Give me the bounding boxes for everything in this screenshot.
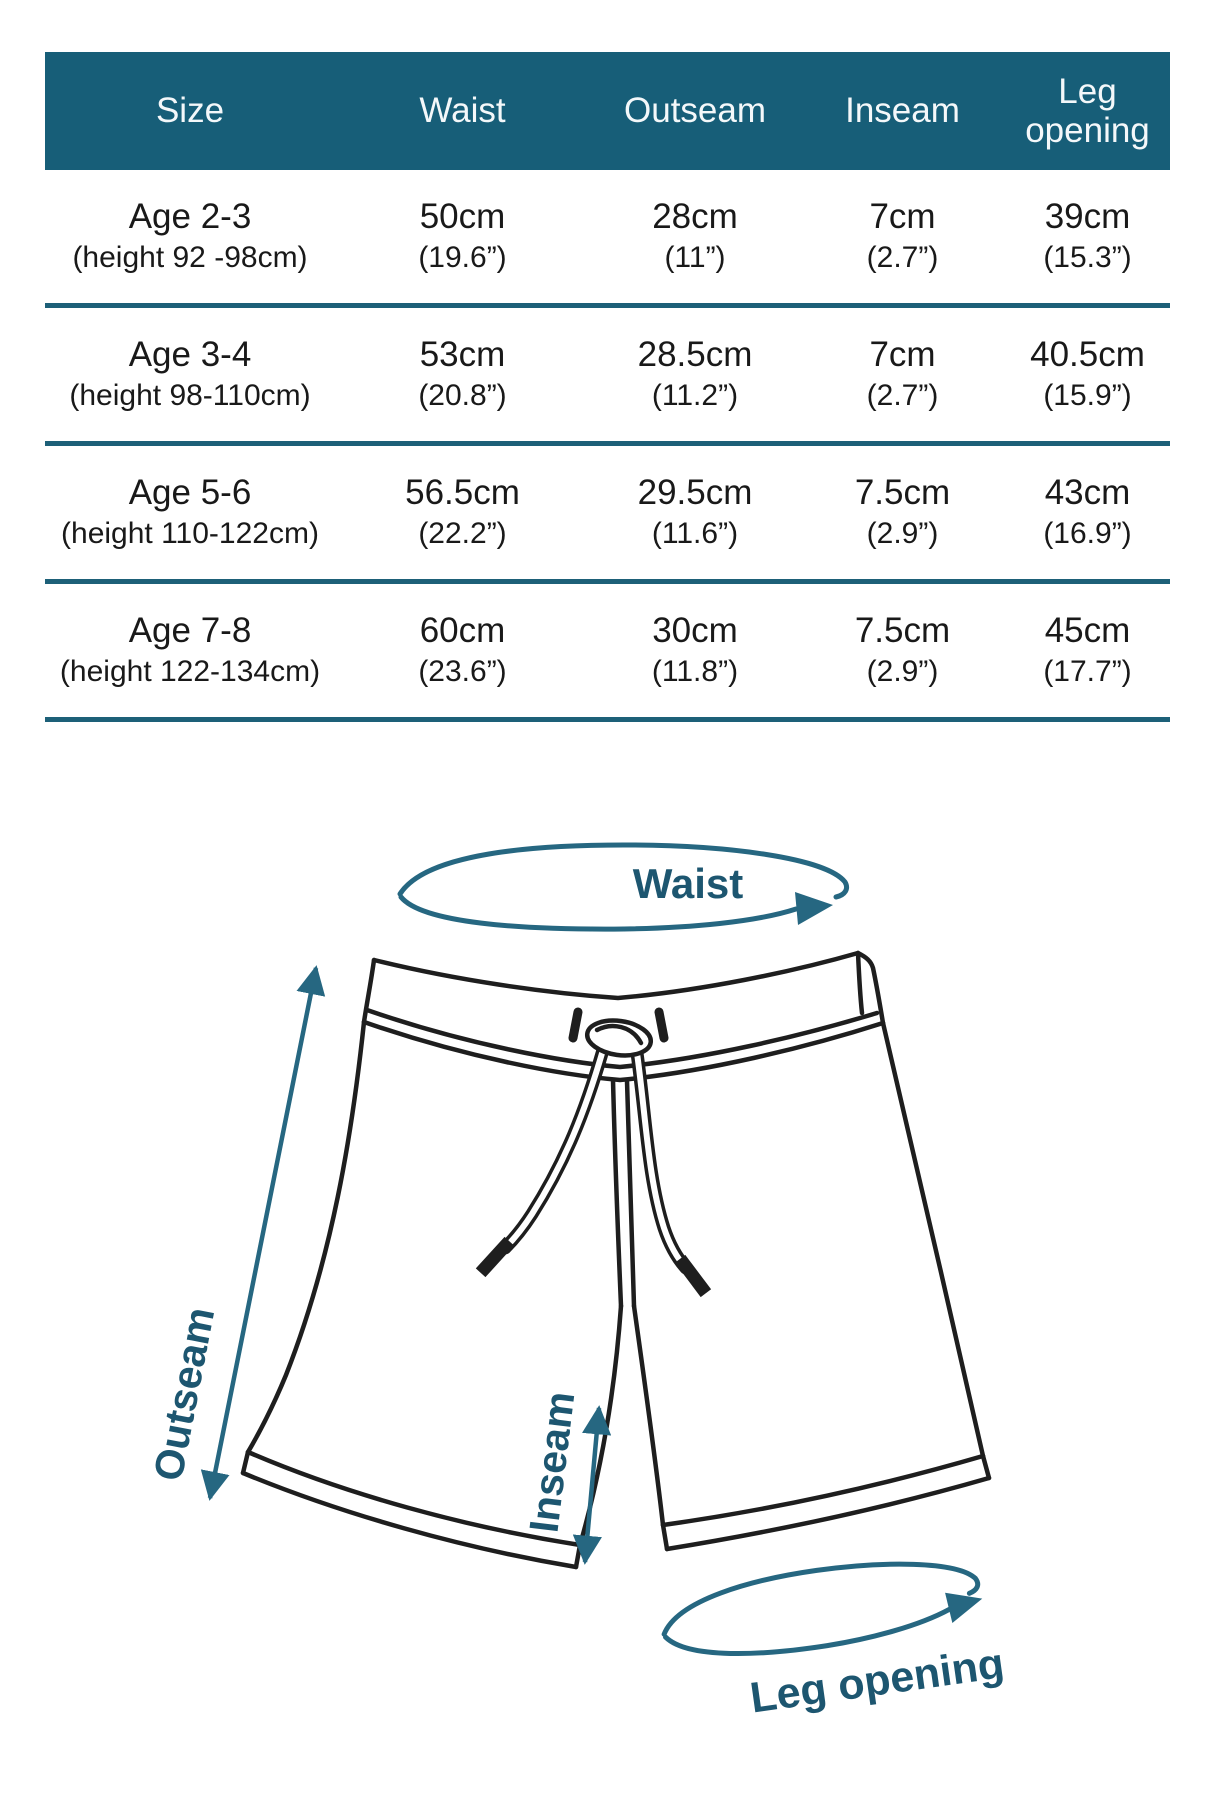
cell-line: 29.5cm bbox=[637, 473, 753, 513]
header-inseam bbox=[800, 91, 1005, 130]
size-cell bbox=[45, 334, 335, 414]
header-waist-label: Waist bbox=[419, 91, 506, 131]
measurement-cell bbox=[590, 610, 800, 690]
table-row bbox=[45, 170, 1170, 308]
cell-line: 43cm bbox=[1044, 473, 1131, 513]
cell-line: (2.9”) bbox=[866, 655, 939, 689]
cell-line: 7.5cm bbox=[854, 611, 951, 651]
measurement-cell bbox=[1005, 610, 1170, 690]
cell-line: (15.9”) bbox=[1043, 379, 1132, 413]
cell-line: (16.9”) bbox=[1043, 517, 1132, 551]
cell-line: 40.5cm bbox=[1030, 335, 1145, 375]
cell-line: (height 92 -98cm) bbox=[72, 241, 308, 275]
measurement-cell bbox=[1005, 196, 1170, 276]
cell-line: (11.2”) bbox=[651, 379, 739, 413]
table-row bbox=[45, 446, 1170, 584]
right-hem-top-line bbox=[663, 1456, 983, 1525]
header-outseam-label: Outseam bbox=[624, 91, 766, 131]
header-outseam bbox=[590, 91, 800, 130]
header-waist bbox=[335, 91, 590, 130]
cell-line: Age 2-3 bbox=[128, 197, 252, 237]
cell-line: (height 110-122cm) bbox=[61, 517, 319, 551]
drawstring-left-eyelet bbox=[573, 1012, 578, 1038]
cell-line: 28.5cm bbox=[637, 335, 753, 375]
cell-line: (height 122-134cm) bbox=[59, 655, 321, 689]
left-hem-inner-edge bbox=[576, 1545, 580, 1567]
drawstring-right-cord bbox=[637, 1053, 686, 1268]
drawstring-knot bbox=[585, 1017, 653, 1060]
waist-label: Waist bbox=[632, 860, 744, 907]
cell-line: (height 98-110cm) bbox=[69, 379, 311, 413]
shorts-diagram bbox=[0, 736, 1222, 1796]
leg-opening-ellipse-top-arc bbox=[658, 1548, 979, 1636]
measurement-cell bbox=[590, 334, 800, 414]
cell-line: 28cm bbox=[652, 197, 738, 237]
cell-line: (11.8”) bbox=[651, 655, 739, 689]
cell-line: (15.3”) bbox=[1043, 241, 1132, 275]
measurement-cell bbox=[800, 334, 1005, 414]
header-size bbox=[45, 91, 335, 130]
cell-line: (2.7”) bbox=[866, 379, 939, 413]
table-row bbox=[45, 308, 1170, 446]
cell-line: 60cm bbox=[419, 611, 506, 651]
right-hem-outer-edge bbox=[983, 1456, 989, 1478]
measurement-cell bbox=[800, 472, 1005, 552]
cell-line: 56.5cm bbox=[405, 473, 520, 513]
cell-line: 7cm bbox=[869, 335, 936, 375]
measurement-cell bbox=[800, 196, 1005, 276]
measurement-cell bbox=[1005, 334, 1170, 414]
drawstring-right-aglet bbox=[684, 1264, 702, 1288]
cell-line: Age 7-8 bbox=[128, 611, 252, 651]
drawstring-right-eyelet bbox=[659, 1012, 664, 1038]
size-table bbox=[45, 52, 1170, 722]
cell-line: Age 3-4 bbox=[128, 335, 252, 375]
cell-line: Age 5-6 bbox=[128, 473, 252, 513]
table-row bbox=[45, 584, 1170, 722]
waistband-top-edge bbox=[374, 953, 858, 998]
cell-line: 30cm bbox=[652, 611, 738, 651]
table-body bbox=[45, 170, 1170, 722]
cell-line: (11.6”) bbox=[651, 517, 739, 551]
cell-line: (11”) bbox=[664, 241, 726, 275]
cell-line: (23.6”) bbox=[418, 655, 507, 689]
cell-line: 53cm bbox=[419, 335, 506, 375]
header-inseam-label: Inseam bbox=[845, 91, 960, 131]
drawstring-left-aglet bbox=[485, 1246, 505, 1268]
measurement-cell bbox=[1005, 472, 1170, 552]
measurement-cell bbox=[335, 334, 590, 414]
left-hem-outer-edge bbox=[243, 1452, 248, 1473]
size-cell bbox=[45, 472, 335, 552]
leg-opening-label: Leg opening bbox=[747, 1639, 1008, 1723]
measurement-cell bbox=[590, 196, 800, 276]
measurement-cell bbox=[590, 472, 800, 552]
drawstring-left-cord bbox=[505, 1050, 603, 1248]
cell-line: (2.7”) bbox=[866, 241, 939, 275]
cell-line: (2.9”) bbox=[866, 517, 939, 551]
inseam-label: Inseam bbox=[520, 1389, 584, 1535]
cell-line: 45cm bbox=[1044, 611, 1131, 651]
table-header-row bbox=[45, 52, 1170, 170]
left-outer-seam bbox=[248, 1022, 364, 1452]
measurement-cell bbox=[335, 610, 590, 690]
outseam-measure-arrow bbox=[210, 968, 316, 1498]
cell-line: 7cm bbox=[869, 197, 936, 237]
size-cell bbox=[45, 610, 335, 690]
waistband-right-inner-edge bbox=[858, 953, 862, 1013]
leg-opening-arrowhead-icon bbox=[945, 1588, 985, 1624]
waist-arrowhead-icon bbox=[795, 892, 833, 925]
outseam-label: Outseam bbox=[144, 1303, 224, 1485]
measurement-cell bbox=[335, 196, 590, 276]
right-inner-seam bbox=[634, 1306, 663, 1525]
cell-line: 39cm bbox=[1044, 197, 1131, 237]
cell-line: (17.7”) bbox=[1043, 655, 1132, 689]
header-size-label: Size bbox=[155, 91, 225, 131]
measurement-cell bbox=[335, 472, 590, 552]
right-outer-seam bbox=[883, 1023, 983, 1456]
cell-line: (22.2”) bbox=[418, 517, 507, 551]
header-leg-opening-label: Leg opening bbox=[1025, 71, 1150, 150]
header-leg-opening bbox=[1005, 72, 1170, 150]
cell-line: (19.6”) bbox=[418, 241, 507, 275]
cell-line: 7.5cm bbox=[854, 473, 951, 513]
right-hem-bottom-line bbox=[667, 1478, 989, 1549]
left-inner-seam bbox=[580, 1306, 621, 1545]
fly-line-left bbox=[613, 1080, 621, 1306]
size-cell bbox=[45, 196, 335, 276]
waist-measure-arrow bbox=[400, 845, 847, 929]
waist-ellipse-top-arc bbox=[400, 845, 847, 897]
right-hem-inner-edge bbox=[663, 1525, 667, 1549]
cell-line: 50cm bbox=[419, 197, 506, 237]
measurement-cell bbox=[800, 610, 1005, 690]
cell-line: (20.8”) bbox=[418, 379, 507, 413]
fly-line-right bbox=[627, 1081, 634, 1306]
